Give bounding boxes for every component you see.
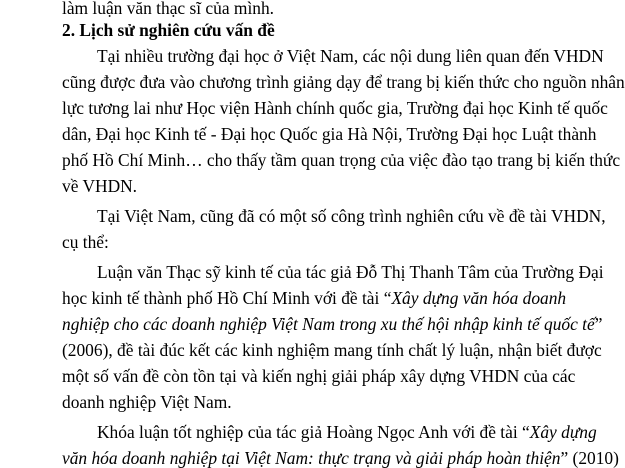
paragraph-1-line-6: về VHDN. bbox=[62, 176, 138, 196]
paragraph-3-line-6: doanh nghiệp Việt Nam. bbox=[62, 392, 232, 412]
paragraph-4-line-2-italic: văn hóa doanh nghiệp tại Việt Nam: thực trạng và giải pháp hoàn thiện bbox=[62, 448, 561, 468]
paragraph-3-line-3 bbox=[62, 314, 602, 334]
section-heading: 2. Lịch sử nghiên cứu vấn đề bbox=[62, 20, 275, 40]
paragraph-3-line-5: một số vấn đề còn tồn tại và kiến nghị giải pháp xây dựng VHDN của các bbox=[62, 366, 576, 386]
paragraph-2-line-2: cụ thể: bbox=[62, 232, 109, 252]
paragraph-3-line-2 bbox=[62, 288, 566, 308]
paragraph-4-line-1-italic: Xây dựng bbox=[529, 422, 597, 442]
paragraph-1-line-3: lực tương lai như Học viện Hành chính quốc gia, Trường đại học Kinh tế quốc bbox=[62, 98, 608, 118]
paragraph-1-line-2: cũng được đưa vào chương trình giảng dạy để trang bị kiến thức cho nguồn nhân bbox=[62, 72, 625, 92]
paragraph-3-line-1: Luận văn Thạc sỹ kinh tế của tác giả Đỗ Thị Thanh Tâm của Trường Đại bbox=[97, 262, 604, 282]
paragraph-3-line-2-plain: học kinh tế thành phố Hồ Chí Minh với đề tài “ bbox=[62, 288, 392, 308]
paragraph-4-line-2-plain: ” (2010) bbox=[560, 448, 619, 468]
paragraph-2-line-1: Tại Việt Nam, cũng đã có một số công trình nghiên cứu về đề tài VHDN, bbox=[97, 206, 606, 226]
top-fragment-line: làm luận văn thạc sĩ của mình. bbox=[62, 0, 275, 18]
paragraph-4-line-1 bbox=[97, 422, 597, 442]
paragraph-3-line-2-italic: Xây dựng văn hóa doanh bbox=[391, 288, 567, 308]
paragraph-3-line-4: (2006), đề tài đúc kết các kinh nghiệm mang tính chất lý luận, nhận biết được bbox=[62, 340, 602, 360]
paragraph-1-line-5: phố Hồ Chí Minh… cho thấy tầm quan trọng của việc đào tạo trang bị kiến thức bbox=[62, 150, 621, 170]
paragraph-1-line-1: Tại nhiều trường đại học ở Việt Nam, các nội dung liên quan đến VHDN bbox=[97, 46, 604, 66]
paragraph-1-line-4: dân, Đại học Kinh tế - Đại học Quốc gia Hà Nội, Trường Đại học Luật thành bbox=[62, 124, 597, 144]
paragraph-3-line-3-plain: ” bbox=[594, 314, 603, 334]
paragraph-4-line-1-plain: Khóa luận tốt nghiệp của tác giả Hoàng Ngọc Anh với đề tài “ bbox=[97, 422, 530, 442]
paragraph-4-line-2 bbox=[62, 448, 619, 468]
paragraph-3-line-3-italic: nghiệp cho các doanh nghiệp Việt Nam trong xu thế hội nhập kinh tế quốc tế bbox=[62, 314, 595, 334]
